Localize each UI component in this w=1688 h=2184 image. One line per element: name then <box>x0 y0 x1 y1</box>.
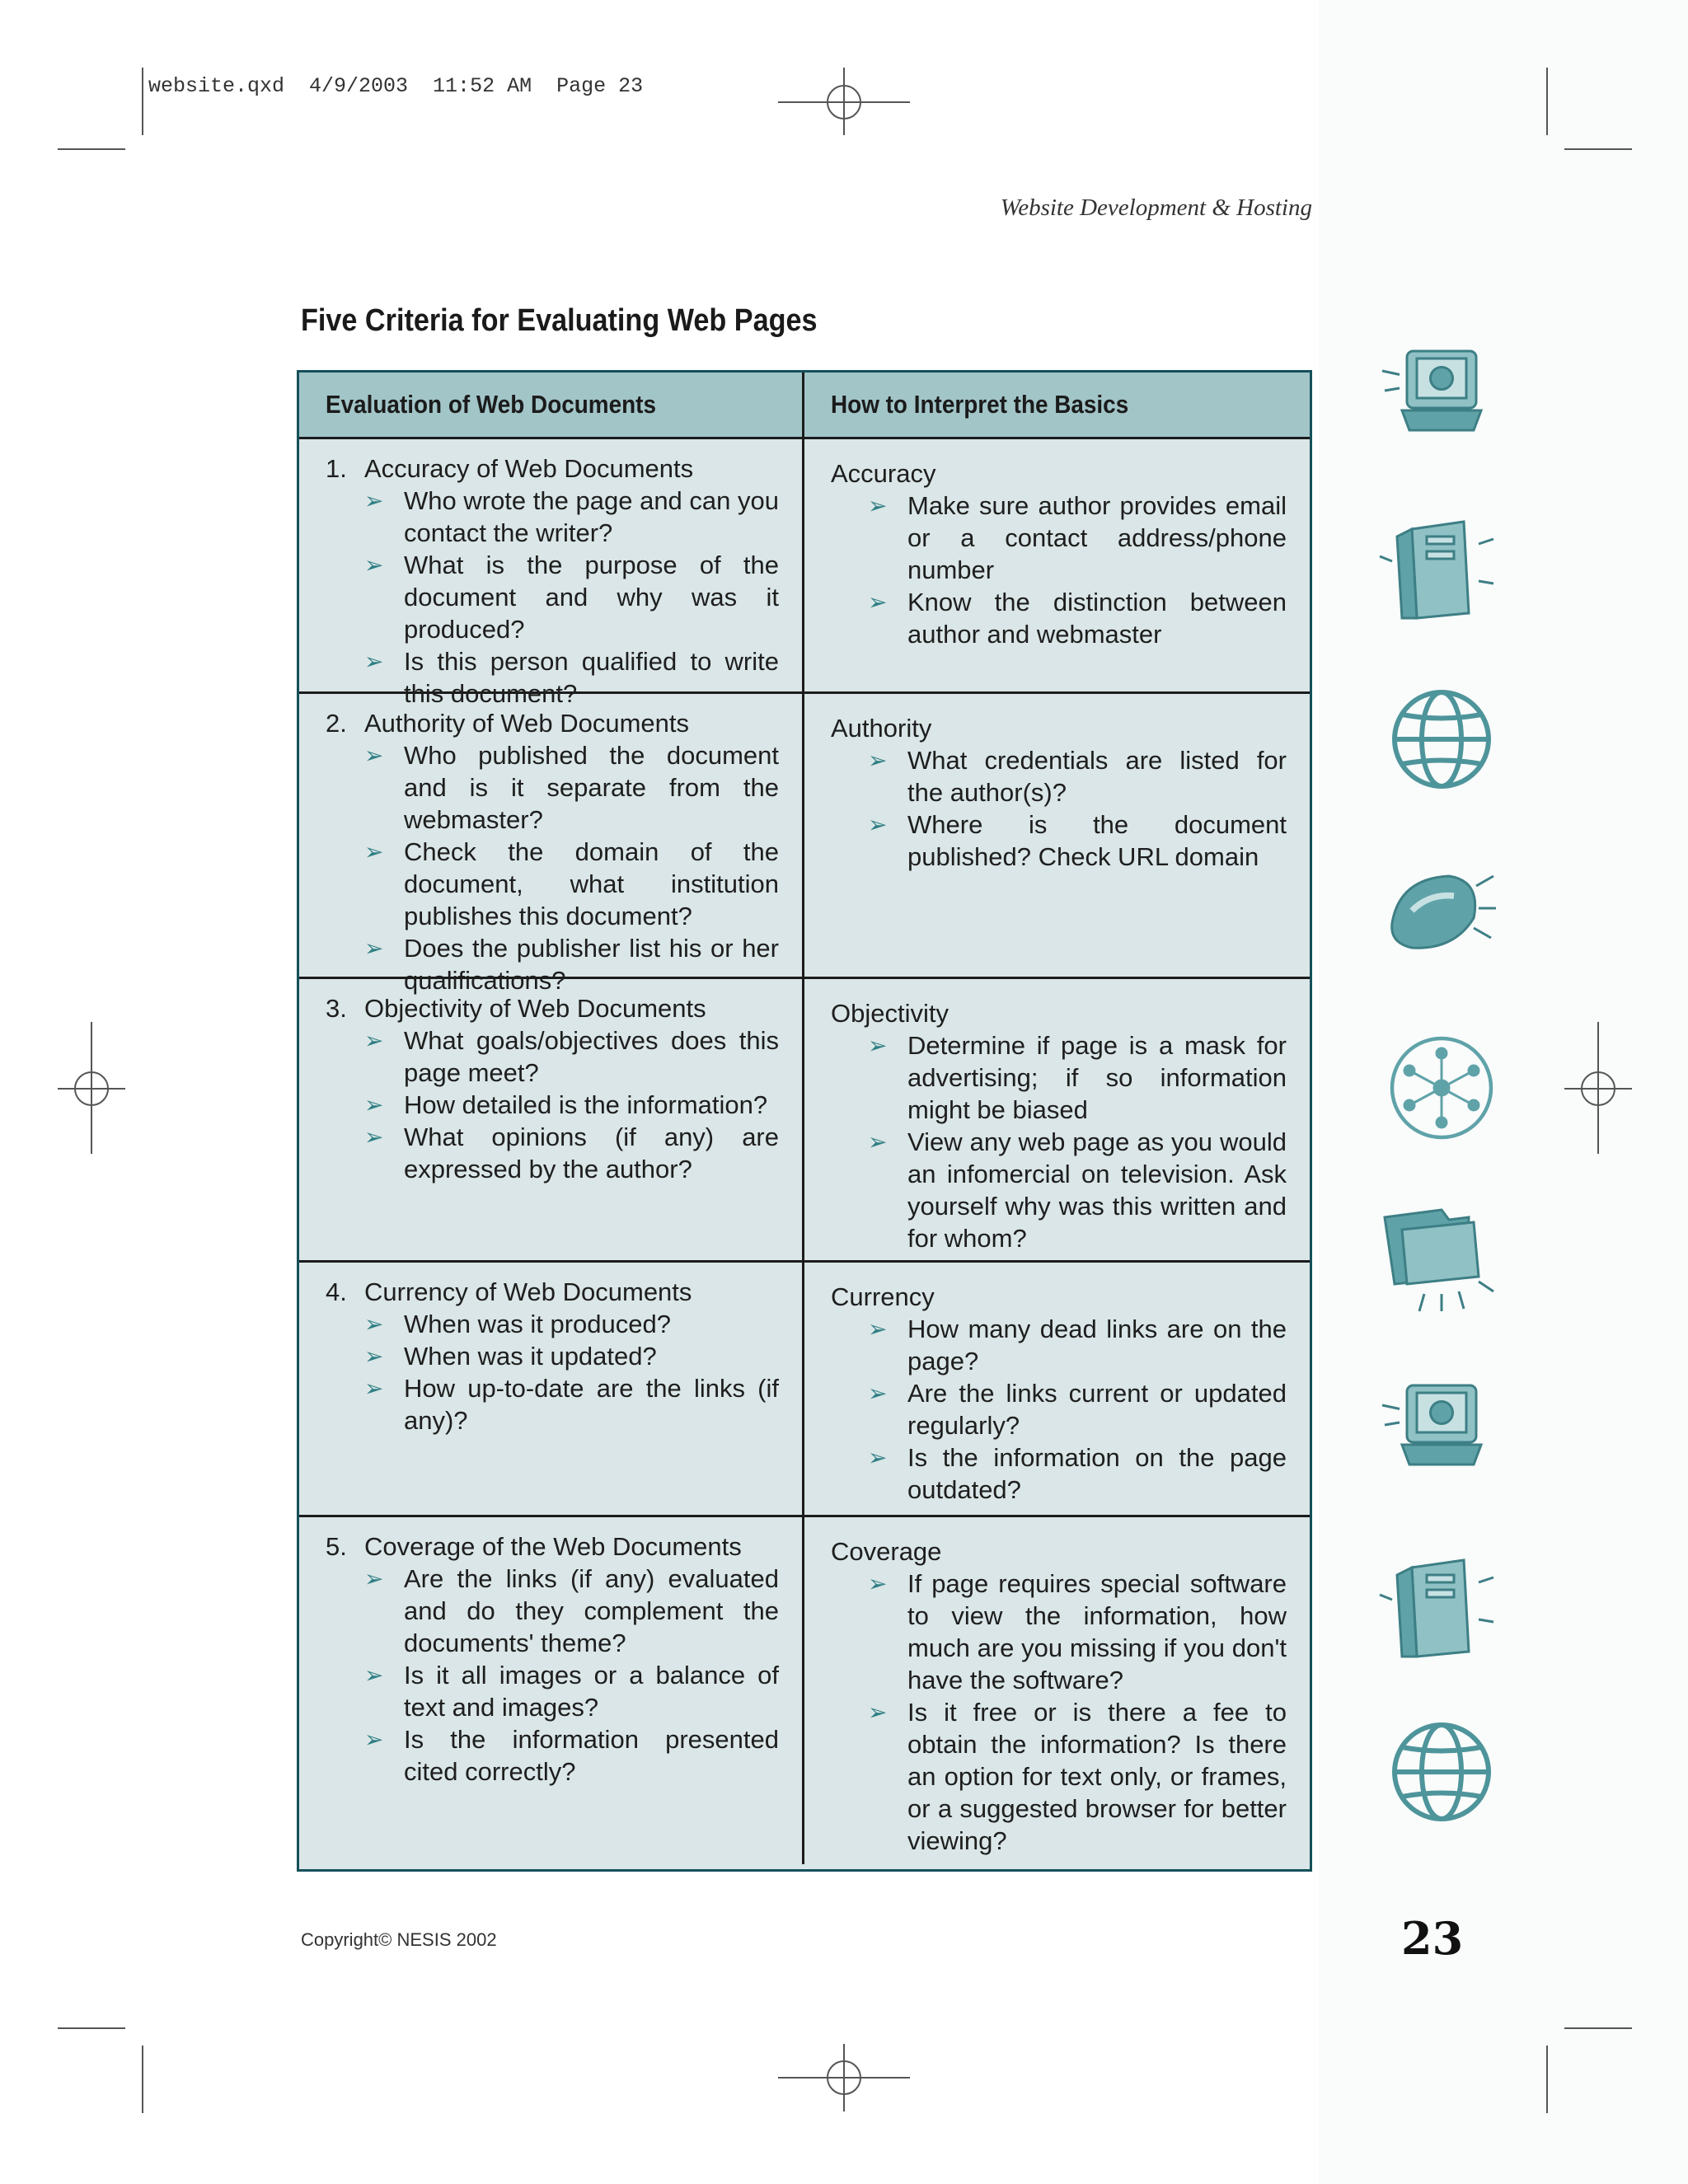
interpretation-title: Objectivity <box>831 999 949 1028</box>
list-item: ➢ Who published the document and is it separate from the webmaster? <box>364 741 779 834</box>
list-item: ➢ Is it free or is there a fee to obtain the information? Is there an option for text only, or frames, or a suggested browser for better viewing? <box>868 1698 1287 1855</box>
interpretation-cell <box>804 439 1310 691</box>
network-icon <box>1375 1026 1498 1150</box>
criterion-title <box>326 707 779 739</box>
crop-mark <box>1546 2046 1548 2113</box>
registration-mark <box>1581 1071 1615 1106</box>
table-row <box>299 979 1310 1263</box>
arrow-bullet-icon: ➢ <box>868 748 888 773</box>
evaluation-cell <box>299 694 804 995</box>
evaluation-cell <box>299 1517 804 1864</box>
arrow-bullet-icon: ➢ <box>364 488 384 513</box>
arrow-bullet-icon: ➢ <box>868 1699 888 1725</box>
interpretation-cell <box>804 1263 1310 1515</box>
arrow-bullet-icon: ➢ <box>364 552 384 578</box>
arrow-bullet-icon: ➢ <box>364 1343 384 1369</box>
list-item: ➢ When was it produced? <box>364 1310 671 1338</box>
list-item: ➢ View any web page as you would an infomercial on television. Ask yourself why was this written and for whom? <box>868 1127 1287 1253</box>
copyright-notice: Copyright© NESIS 2002 <box>301 1929 497 1950</box>
criterion-number: 2. <box>326 709 347 738</box>
arrow-bullet-icon: ➢ <box>868 1033 888 1058</box>
list-item: ➢ Does the publisher list his or her qualifications? <box>364 934 779 995</box>
registration-mark <box>74 1071 109 1106</box>
list-item: ➢ Are the links (if any) evaluated and do they complement the documents' theme? <box>364 1564 779 1657</box>
evaluation-cell <box>299 979 804 1260</box>
crop-mark <box>1546 68 1548 135</box>
crop-mark <box>142 68 143 135</box>
arrow-bullet-icon: ➢ <box>364 649 384 674</box>
monitor-icon <box>1375 334 1498 457</box>
table-row <box>299 439 1310 708</box>
crop-mark <box>1564 148 1632 150</box>
criterion-number: 3. <box>326 994 347 1023</box>
interpretation-cell <box>804 979 1310 1260</box>
running-head: Website Development & Hosting <box>1000 194 1312 221</box>
list-item: ➢ Is this person qualified to write this document? <box>364 647 779 708</box>
column-header-evaluation: Evaluation of Web Documents <box>299 373 804 437</box>
criterion-label: Currency of Web Documents <box>364 1277 692 1306</box>
crop-mark <box>142 2046 143 2113</box>
criteria-table <box>297 370 1312 1872</box>
arrow-bullet-icon: ➢ <box>868 812 888 837</box>
arrow-bullet-icon: ➢ <box>364 1311 384 1337</box>
criterion-number: 5. <box>326 1532 347 1561</box>
interpretation-cell <box>804 694 1310 977</box>
monitor-icon <box>1375 1368 1498 1492</box>
criterion-label: Objectivity of Web Documents <box>364 994 706 1023</box>
list-item: ➢ When was it updated? <box>364 1342 657 1371</box>
folder-icon <box>1375 1195 1498 1319</box>
interpretation-title: Currency <box>831 1282 935 1311</box>
arrow-bullet-icon: ➢ <box>364 1092 384 1118</box>
interpretation-title: Accuracy <box>831 459 936 488</box>
crop-mark <box>58 2027 125 2029</box>
list-item: ➢ How many dead links are on the page? <box>868 1315 1287 1376</box>
arrow-bullet-icon: ➢ <box>868 1316 888 1342</box>
page-title: Five Criteria for Evaluating Web Pages <box>301 303 818 338</box>
arrow-bullet-icon: ➢ <box>364 1124 384 1150</box>
list-item: ➢ How detailed is the information? <box>364 1090 768 1119</box>
list-item: ➢ How up-to-date are the links (if any)? <box>364 1374 779 1435</box>
table-row <box>299 1263 1310 1517</box>
arrow-bullet-icon: ➢ <box>364 1566 384 1591</box>
criterion-number: 1. <box>326 454 347 483</box>
globe-icon <box>1375 1710 1498 1834</box>
list-item: ➢ Know the distinction between author and webmaster <box>868 588 1287 649</box>
interpretation-cell <box>804 1517 1310 1864</box>
criterion-title <box>326 992 779 1024</box>
interpretation-title: Coverage <box>831 1537 942 1566</box>
list-item: ➢ What opinions (if any) are expressed by the author? <box>364 1122 779 1183</box>
list-item: ➢ Who wrote the page and can you contact the writer? <box>364 486 779 547</box>
arrow-bullet-icon: ➢ <box>364 1376 384 1401</box>
page-number: 23 <box>1401 1912 1464 1965</box>
arrow-bullet-icon: ➢ <box>364 743 384 768</box>
crop-mark <box>58 148 125 150</box>
list-item: ➢ Are the links current or updated regularly? <box>868 1379 1287 1440</box>
arrow-bullet-icon: ➢ <box>364 1727 384 1752</box>
list-item: ➢ What goals/objectives does this page meet? <box>364 1026 779 1087</box>
arrow-bullet-icon: ➢ <box>868 493 888 518</box>
table-row <box>299 694 1310 995</box>
arrow-bullet-icon: ➢ <box>364 935 384 961</box>
arrow-bullet-icon: ➢ <box>868 1129 888 1155</box>
globe-icon <box>1375 677 1498 801</box>
registration-mark <box>827 2060 861 2095</box>
arrow-bullet-icon: ➢ <box>868 1445 888 1470</box>
list-item: ➢ Where is the document published? Check URL domain <box>868 810 1287 871</box>
list-item: ➢ What credentials are listed for the author(s)? <box>868 746 1287 807</box>
list-item: ➢ If page requires special software to view the information, how much are you missing if you don't have the software? <box>868 1569 1287 1694</box>
column-header-interpretation: How to Interpret the Basics <box>831 390 1129 419</box>
arrow-bullet-icon: ➢ <box>364 1662 384 1688</box>
crop-mark <box>1564 2027 1632 2029</box>
criterion-label: Authority of Web Documents <box>364 709 689 738</box>
criterion-number: 4. <box>326 1277 347 1306</box>
list-item: ➢ Make sure author provides email or a contact address/phone number <box>868 491 1287 584</box>
interpretation-title: Authority <box>831 714 932 743</box>
list-item: ➢ Is the information presented cited correctly? <box>364 1725 779 1786</box>
list-item: ➢ Check the domain of the document, what institution publishes this document? <box>364 837 779 930</box>
evaluation-cell <box>299 439 804 708</box>
arrow-bullet-icon: ➢ <box>868 1380 888 1406</box>
computer-tower-icon <box>1375 1545 1498 1669</box>
list-item: ➢ Is it all images or a balance of text and images? <box>364 1661 779 1722</box>
list-item: ➢ Is the information on the page outdated? <box>868 1443 1287 1504</box>
arrow-bullet-icon: ➢ <box>364 839 384 865</box>
criterion-title <box>326 1530 779 1563</box>
mouse-icon <box>1375 849 1498 972</box>
arrow-bullet-icon: ➢ <box>868 589 888 615</box>
criterion-title <box>326 452 779 485</box>
print-slug: website.qxd 4/9/2003 11:52 AM Page 23 <box>148 74 644 98</box>
list-item: ➢ What is the purpose of the document and why was it produced? <box>364 551 779 644</box>
list-item: ➢ Determine if page is a mask for advertising; if so information might be biased <box>868 1031 1287 1124</box>
evaluation-cell <box>299 1263 804 1515</box>
registration-mark <box>827 85 861 120</box>
criterion-label: Coverage of the Web Documents <box>364 1532 742 1561</box>
computer-tower-icon <box>1375 507 1498 630</box>
arrow-bullet-icon: ➢ <box>364 1028 384 1053</box>
table-row <box>299 1517 1310 1864</box>
criterion-label: Accuracy of Web Documents <box>364 454 694 483</box>
arrow-bullet-icon: ➢ <box>868 1571 888 1596</box>
table-header <box>299 373 1310 439</box>
criterion-title <box>326 1276 779 1308</box>
